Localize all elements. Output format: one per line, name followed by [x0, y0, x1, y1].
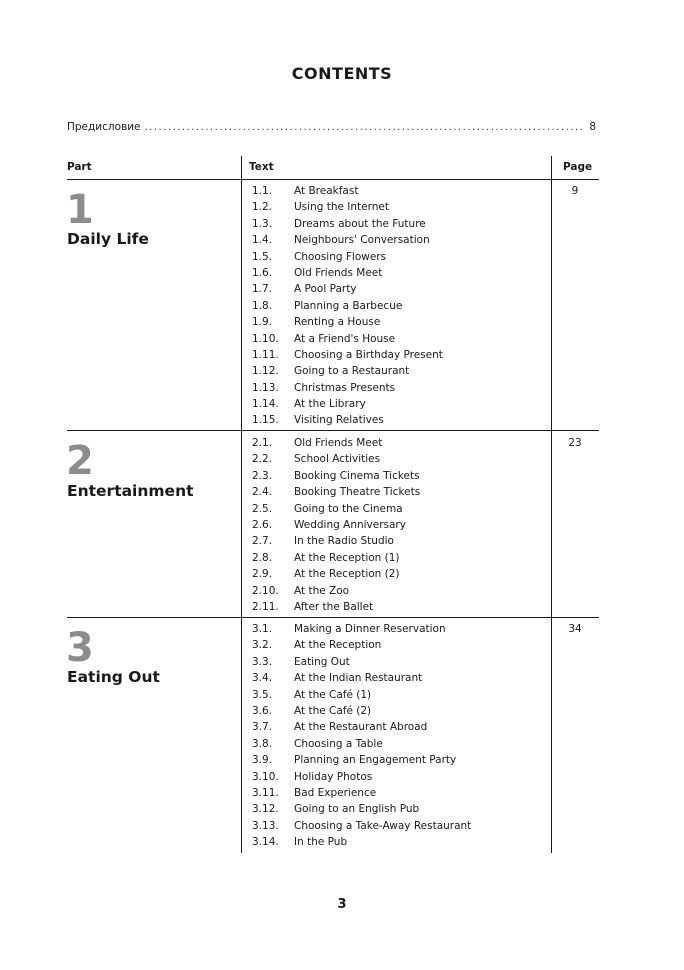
entry-number: 2.11.	[252, 600, 279, 613]
entry-number: 3.14.	[252, 836, 279, 849]
entry-title: After the Ballet	[294, 600, 374, 613]
entry-title: School Activities	[294, 453, 381, 466]
entry-number: 1.2.	[252, 201, 273, 214]
toc-entry[interactable]	[0, 347, 684, 363]
entry-title: Planning an Engagement Party	[294, 754, 457, 767]
entry-number: 3.11.	[252, 786, 279, 799]
toc-entry[interactable]	[0, 736, 684, 752]
entry-number: 1.11.	[252, 348, 279, 361]
toc-entry[interactable]	[0, 298, 684, 314]
entry-title: In the Radio Studio	[294, 535, 394, 548]
toc-entry[interactable]	[0, 801, 684, 817]
toc-entry[interactable]	[0, 468, 684, 484]
entry-number: 2.4.	[252, 486, 273, 499]
dot-leader	[145, 122, 586, 133]
toc-entry[interactable]	[0, 314, 684, 330]
entry-number: 1.10.	[252, 332, 279, 345]
entry-number: 2.5.	[252, 502, 273, 515]
entry-number: 1.14.	[252, 398, 279, 411]
header-part: Part	[67, 161, 92, 173]
entry-title: Making a Dinner Reservation	[294, 623, 446, 635]
part-page: 9	[571, 185, 579, 197]
toc-entry[interactable]	[0, 533, 684, 549]
entry-number: 3.4.	[252, 672, 273, 685]
part-title[interactable]: Entertainment	[67, 482, 194, 500]
toc-entry[interactable]	[0, 566, 684, 582]
page-number: 3	[337, 897, 347, 912]
entry-title: At the Library	[294, 398, 366, 411]
toc-entry[interactable]	[0, 719, 684, 735]
entry-title: Going to a Restaurant	[294, 365, 410, 378]
toc-entry[interactable]	[0, 501, 684, 517]
part-page: 34	[568, 623, 582, 635]
entry-number: 3.5.	[252, 688, 273, 701]
entry-number: 2.7.	[252, 535, 273, 548]
entry-title: At the Zoo	[294, 584, 350, 597]
toc-entry[interactable]	[0, 232, 684, 248]
entry-number: 1.15.	[252, 414, 279, 427]
entry-title: At the Café (1)	[294, 688, 372, 701]
entry-number: 3.10.	[252, 770, 279, 783]
entry-number: 1.13.	[252, 381, 279, 394]
entry-number: 1.5.	[252, 250, 273, 263]
entry-number: 2.1.	[252, 437, 273, 449]
entry-title: Old Friends Meet	[294, 437, 383, 449]
part-number: 3	[66, 625, 94, 671]
toc-entry[interactable]	[0, 818, 684, 834]
entry-number: 3.9.	[252, 754, 273, 767]
entry-number: 3.12.	[252, 803, 279, 816]
entry-title: At the Restaurant Abroad	[294, 721, 428, 734]
toc-entry[interactable]	[0, 785, 684, 801]
entry-title: Choosing Flowers	[294, 250, 387, 263]
entry-title: Neighbours' Conversation	[294, 234, 430, 247]
entry-title: Old Friends Meet	[294, 266, 383, 279]
entry-title: Going to the Cinema	[294, 502, 403, 515]
entry-title: A Pool Party	[294, 283, 357, 296]
entry-title: Dreams about the Future	[294, 217, 426, 230]
toc-entry[interactable]	[0, 281, 684, 297]
entry-list	[0, 435, 684, 615]
entry-number: 1.6.	[252, 266, 273, 279]
entry-title: At the Reception	[294, 639, 382, 652]
toc-entry[interactable]	[0, 621, 684, 637]
entry-title: At the Reception (1)	[294, 551, 400, 564]
toc-entry[interactable]	[0, 550, 684, 566]
toc-entry[interactable]	[0, 752, 684, 768]
toc-entry[interactable]	[0, 769, 684, 785]
entry-number: 3.8.	[252, 737, 273, 750]
entry-number: 3.13.	[252, 819, 279, 832]
toc-entry[interactable]	[0, 583, 684, 599]
entry-number: 2.2.	[252, 453, 273, 466]
part-number: 2	[66, 438, 94, 484]
entry-title: Choosing a Birthday Present	[294, 348, 443, 361]
toc-entry[interactable]	[0, 199, 684, 215]
entry-number: 3.3.	[252, 655, 273, 668]
entry-title: Using the Internet	[294, 201, 389, 214]
entry-number: 1.7.	[252, 283, 273, 296]
entry-title: Renting a House	[294, 316, 381, 329]
entry-number: 2.3.	[252, 469, 273, 482]
toc-entry[interactable]	[0, 331, 684, 347]
part-divider	[67, 430, 599, 431]
toc-entry[interactable]	[0, 412, 684, 428]
entry-number: 3.6.	[252, 704, 273, 717]
entry-list	[0, 183, 684, 429]
toc-entry[interactable]	[0, 637, 684, 653]
toc-entry[interactable]	[0, 435, 684, 451]
part-divider	[67, 617, 599, 618]
toc-entry[interactable]	[0, 599, 684, 615]
entry-title: Choosing a Table	[294, 737, 383, 750]
entry-title: Christmas Presents	[294, 381, 396, 394]
toc-entry[interactable]	[0, 183, 684, 199]
entry-number: 2.6.	[252, 518, 273, 531]
preface-entry[interactable]	[67, 121, 597, 137]
header-page: Page	[563, 161, 593, 173]
page-title: CONTENTS	[291, 64, 393, 83]
entry-number: 2.8.	[252, 551, 273, 564]
preface-label: Предисловие	[67, 121, 141, 133]
toc-entry[interactable]	[0, 380, 684, 396]
part-number: 1	[66, 187, 94, 233]
toc-entry[interactable]	[0, 396, 684, 412]
entry-number: 1.12.	[252, 365, 279, 378]
header-rule	[67, 179, 599, 180]
entry-number: 1.3.	[252, 217, 273, 230]
entry-number: 1.8.	[252, 299, 273, 312]
entry-title: At Breakfast	[294, 185, 359, 197]
entry-number: 2.9.	[252, 568, 273, 581]
preface-page: 8	[589, 121, 596, 133]
part-page: 23	[568, 437, 582, 449]
entry-title: Visiting Relatives	[294, 414, 384, 427]
toc-entry[interactable]	[0, 517, 684, 533]
toc-entry[interactable]	[0, 451, 684, 467]
entry-title: Going to an English Pub	[294, 803, 420, 816]
toc-entry[interactable]	[0, 687, 684, 703]
entry-title: Holiday Photos	[294, 770, 373, 783]
entry-title: Planning a Barbecue	[294, 299, 403, 312]
entry-title: Booking Cinema Tickets	[294, 469, 420, 482]
entry-title: At the Reception (2)	[294, 568, 400, 581]
entry-title: Choosing a Take-Away Restaurant	[294, 819, 472, 832]
toc-entry[interactable]	[0, 363, 684, 379]
part-title[interactable]: Daily Life	[67, 230, 149, 248]
entry-number: 2.10.	[252, 584, 279, 597]
toc-entry[interactable]	[0, 265, 684, 281]
entry-number: 3.1.	[252, 623, 273, 635]
part-title[interactable]: Eating Out	[67, 668, 160, 686]
entry-number: 3.2.	[252, 639, 273, 652]
toc-entry[interactable]	[0, 654, 684, 670]
entry-title: Eating Out	[294, 655, 350, 668]
entry-number: 1.4.	[252, 234, 273, 247]
entry-title: Wedding Anniversary	[294, 518, 406, 531]
entry-title: At the Indian Restaurant	[294, 672, 423, 685]
toc-entry[interactable]	[0, 834, 684, 850]
entry-list	[0, 621, 684, 850]
entry-number: 3.7.	[252, 721, 273, 734]
entry-number: 1.9.	[252, 316, 273, 329]
toc-entry[interactable]	[0, 484, 684, 500]
entry-title: In the Pub	[294, 836, 348, 849]
entry-title: At the Café (2)	[294, 704, 372, 717]
header-text: Text	[249, 161, 274, 173]
entry-number: 1.1.	[252, 185, 273, 197]
entry-title: Bad Experience	[294, 786, 377, 799]
entry-title: At a Friend's House	[294, 332, 396, 345]
toc-entry[interactable]	[0, 703, 684, 719]
toc-entry[interactable]	[0, 216, 684, 232]
toc-entry[interactable]	[0, 670, 684, 686]
toc-entry[interactable]	[0, 249, 684, 265]
entry-title: Booking Theatre Tickets	[294, 486, 421, 499]
